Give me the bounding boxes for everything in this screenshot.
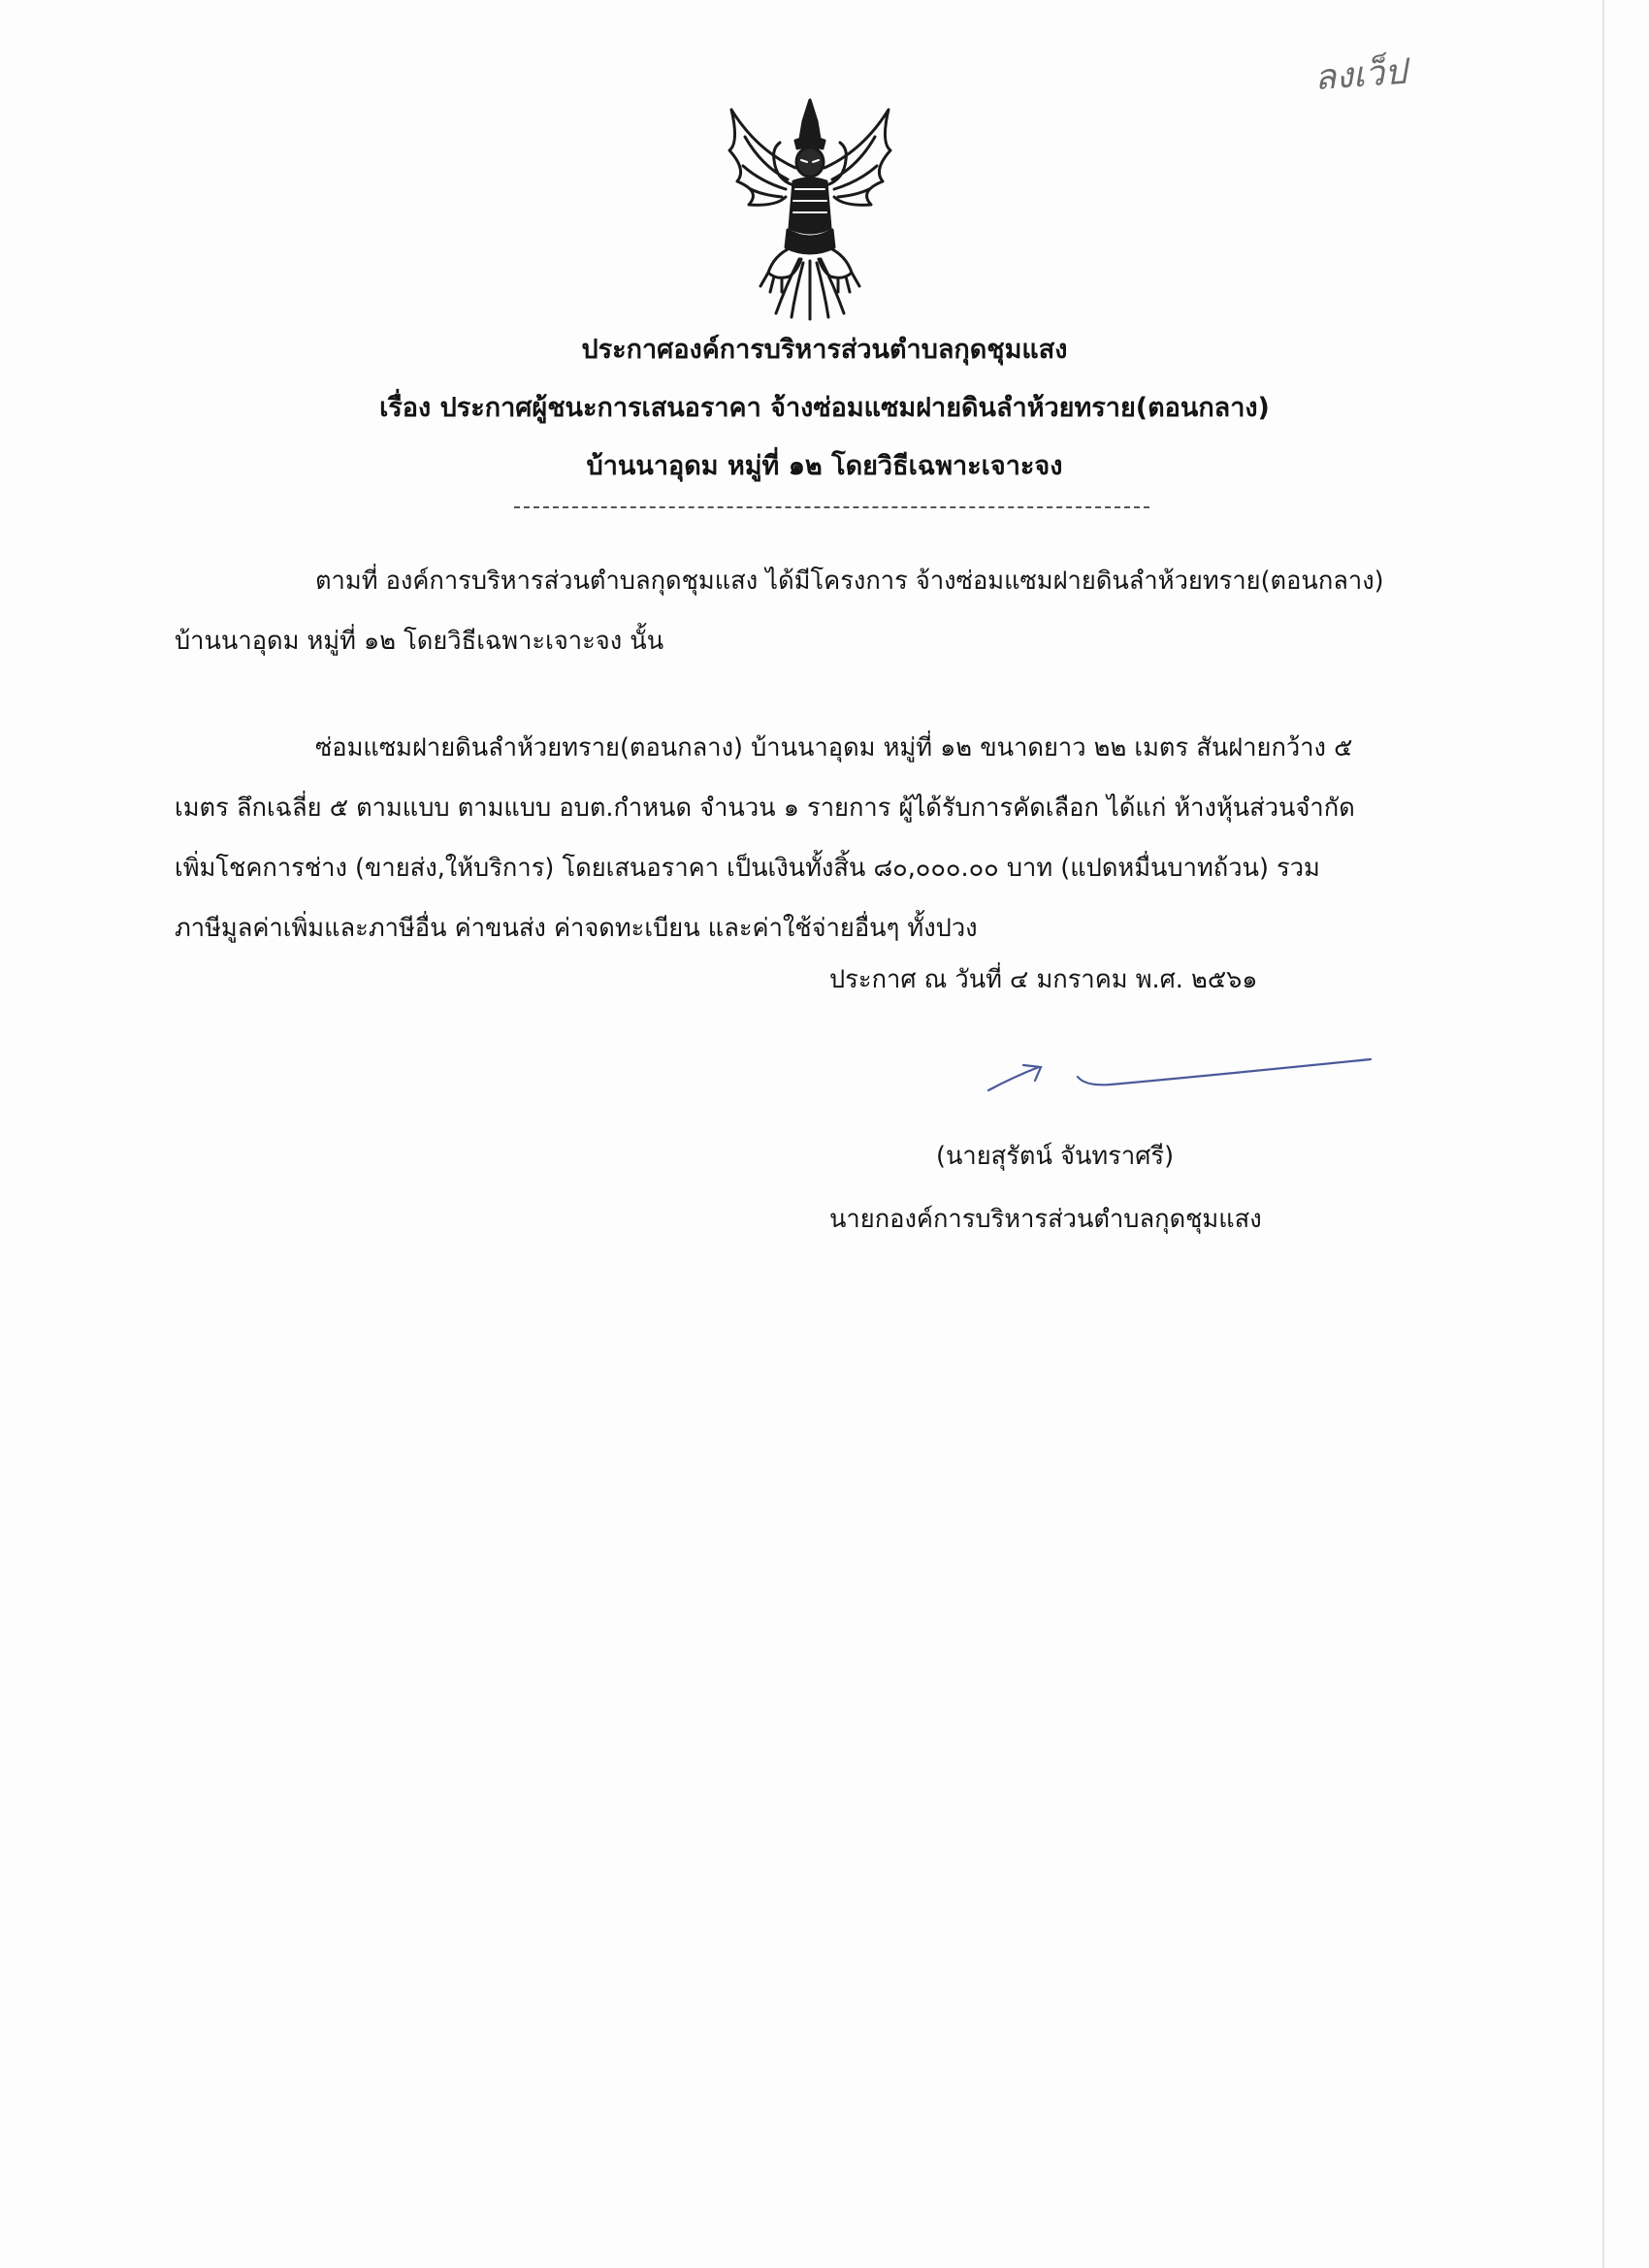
announcement-subject-cont: บ้านนาอุดม หมู่ที่ ๑๒ โดยวิธีเฉพาะเจาะจง xyxy=(586,451,1063,481)
body-line: เมตร ลึกเฉลี่ย ๕ ตามแบบ ตามแบบ อบต.กำหนด จำนวน ๑ รายการ ผู้ได้รับการคัดเลือก ได้แก่ ห้างหุ้นส่วนจำกัด xyxy=(175,794,1355,823)
separator-dashed-line xyxy=(514,506,1149,508)
body-line: ตามที่ องค์การบริหารส่วนตำบลกุดชุมแสง ได้มีโครงการ จ้างซ่อมแซมฝายดินลำห้วยทราย(ตอนกลาง) xyxy=(315,567,1384,596)
announcement-subject: เรื่อง ประกาศผู้ชนะการเสนอราคา จ้างซ่อมแซมฝายดินลำห้วยทราย(ตอนกลาง) xyxy=(379,393,1270,423)
garuda-emblem-icon xyxy=(718,92,902,325)
body-line: บ้านนาอุดม หมู่ที่ ๑๒ โดยวิธีเฉพาะเจาะจง นั้น xyxy=(175,627,664,656)
body-line: ภาษีมูลค่าเพิ่มและภาษีอื่น ค่าขนส่ง ค่าจดทะเบียน และค่าใช้จ่ายอื่นๆ ทั้งปวง xyxy=(175,914,978,943)
handwritten-note: ลงเว็ป xyxy=(1312,51,1408,99)
body-paragraph-1 xyxy=(175,551,1474,671)
body-paragraph-2 xyxy=(175,718,1474,958)
signatory-position: นายกองค์การบริหารส่วนตำบลกุดชุมแสง xyxy=(829,1205,1262,1234)
signatory-name: (นายสุรัตน์ จันทราศรี) xyxy=(936,1142,1175,1171)
announcement-title: ประกาศองค์การบริหารส่วนตำบลกุดชุมแสง xyxy=(581,335,1068,365)
announcement-date: ประกาศ ณ วันที่ ๔ มกราคม พ.ศ. ๒๕๖๑ xyxy=(829,965,1258,994)
body-line: เพิ่มโชคการช่าง (ขายส่ง,ให้บริการ) โดยเสนอราคา เป็นเงินทั้งสิ้น ๘๐,๐๐๐.๐๐ บาท (แปดหมื่นบาทถ้วน) รวม xyxy=(175,854,1320,883)
handwritten-signature xyxy=(985,1038,1373,1116)
body-line: ซ่อมแซมฝายดินลำห้วยทราย(ตอนกลาง) บ้านนาอุดม หมู่ที่ ๑๒ ขนาดยาว ๒๒ เมตร สันฝายกว้าง ๕ xyxy=(315,733,1353,762)
